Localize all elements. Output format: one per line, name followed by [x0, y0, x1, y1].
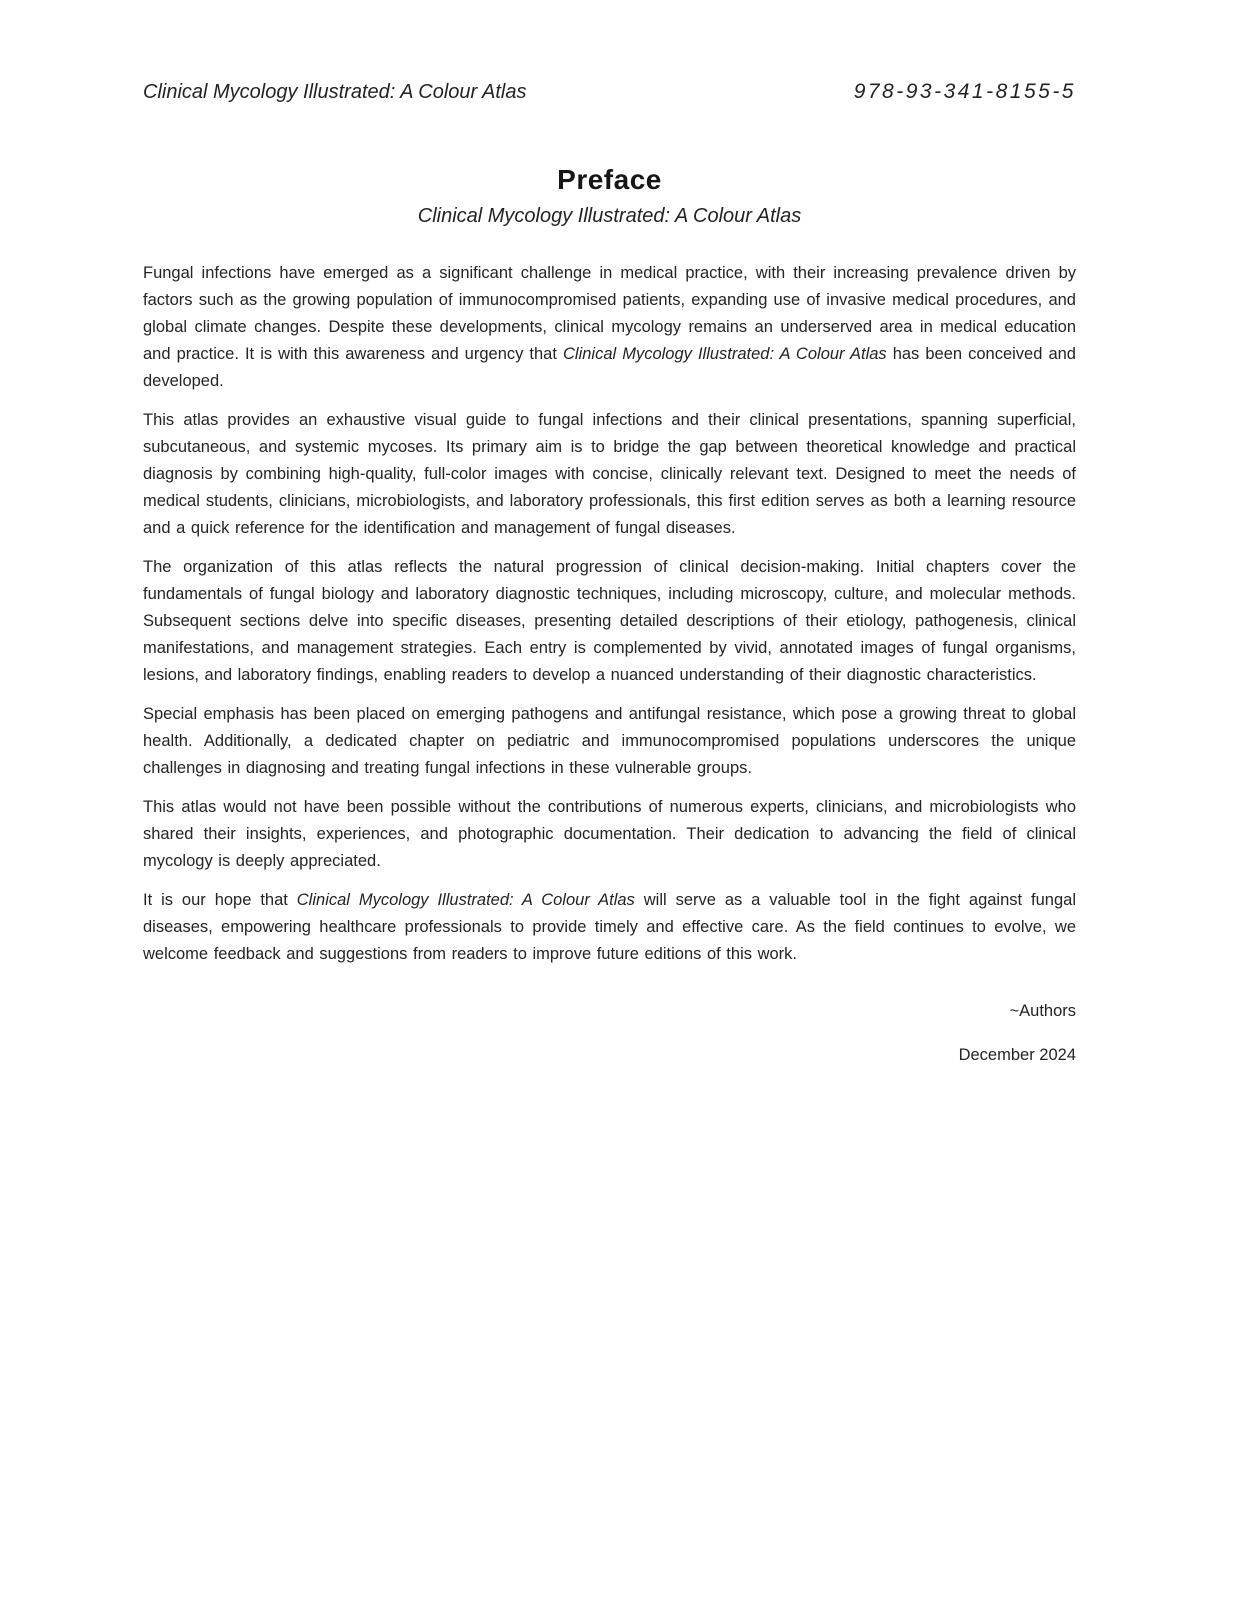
- signature-block: [143, 998, 1076, 1069]
- body-paragraph: [143, 887, 1076, 968]
- page-subtitle: Clinical Mycology Illustrated: A Colour Atlas: [417, 205, 802, 227]
- paragraph-text: It is our hope that: [143, 891, 297, 909]
- paragraph-text: The organization of this atlas reflects the natural progression of clinical decision-making. Initial chapters cover the fundamentals of fungal biology and laboratory diagnostic techniques, including microscopy, culture, and molecular methods. Subsequent sections delve into specific diseases, presenting detailed descriptions of their etiology, pathogenesis, clinical manifestations, and management strategies. Each entry is complemented by vivid, annotated images of fungal organisms, lesions, and laboratory findings, enabling readers to develop a nuanced understanding of their diagnostic characteristics.: [143, 558, 1076, 684]
- paragraph-text: This atlas would not have been possible without the contributions of numerous experts, clinicians, and microbiologists who shared their insights, experiences, and photographic documentation. Their dedication to advancing the field of clinical mycology is deeply appreciated.: [143, 798, 1076, 870]
- page-title: Preface: [557, 164, 662, 195]
- inline-italic-book-title: Clinical Mycology Illustrated: A Colour Atlas: [296, 891, 635, 909]
- paragraph-text: will serve as a valuable tool in the fight against fungal diseases, empowering healthcare professionals to provide timely and effective care. As the field continues to evolve, we welcome feedback and suggestions from readers to improve future editions of this work.: [143, 891, 1076, 963]
- inline-italic-book-title: Clinical Mycology Illustrated: A Colour Atlas: [562, 345, 887, 363]
- running-header-isbn: 978-93-341-8155-5: [853, 80, 1076, 103]
- paragraph-text: has been conceived and developed.: [143, 345, 1076, 390]
- signature-date: December 2024: [958, 1046, 1076, 1064]
- body-paragraph: [143, 794, 1076, 875]
- running-header-book-title: Clinical Mycology Illustrated: A Colour Atlas: [143, 81, 527, 103]
- paragraph-text: Fungal infections have emerged as a significant challenge in medical practice, with their increasing prevalence driven by factors such as the growing population of immunocompromised patients, expanding use of invasive medical procedures, and global climate changes. Despite these developments, clinical mycology remains an underserved area in medical education and practice. It is with this awareness and urgency that: [143, 264, 1076, 363]
- title-block: [143, 164, 1076, 228]
- paragraph-text: Special emphasis has been placed on emerging pathogens and antifungal resistance, which pose a growing threat to global health. Additionally, a dedicated chapter on pediatric and immunocompromised populations underscores the unique challenges in diagnosing and treating fungal infections in these vulnerable groups.: [143, 705, 1076, 777]
- body-paragraph: [143, 701, 1076, 782]
- body-paragraph: [143, 407, 1076, 542]
- body-paragraph: [143, 260, 1076, 395]
- running-header: [143, 80, 1076, 104]
- body-paragraph: [143, 554, 1076, 689]
- body-paragraphs: [143, 260, 1076, 968]
- paragraph-text: This atlas provides an exhaustive visual guide to fungal infections and their clinical presentations, spanning superficial, subcutaneous, and systemic mycoses. Its primary aim is to bridge the gap between theoretical knowledge and practical diagnosis by combining high-quality, full-color images with concise, clinically relevant text. Designed to meet the needs of medical students, clinicians, microbiologists, and laboratory professionals, this first edition serves as both a learning resource and a quick reference for the identification and management of fungal diseases.: [143, 411, 1076, 537]
- signature-authors: ~Authors: [1009, 1002, 1076, 1020]
